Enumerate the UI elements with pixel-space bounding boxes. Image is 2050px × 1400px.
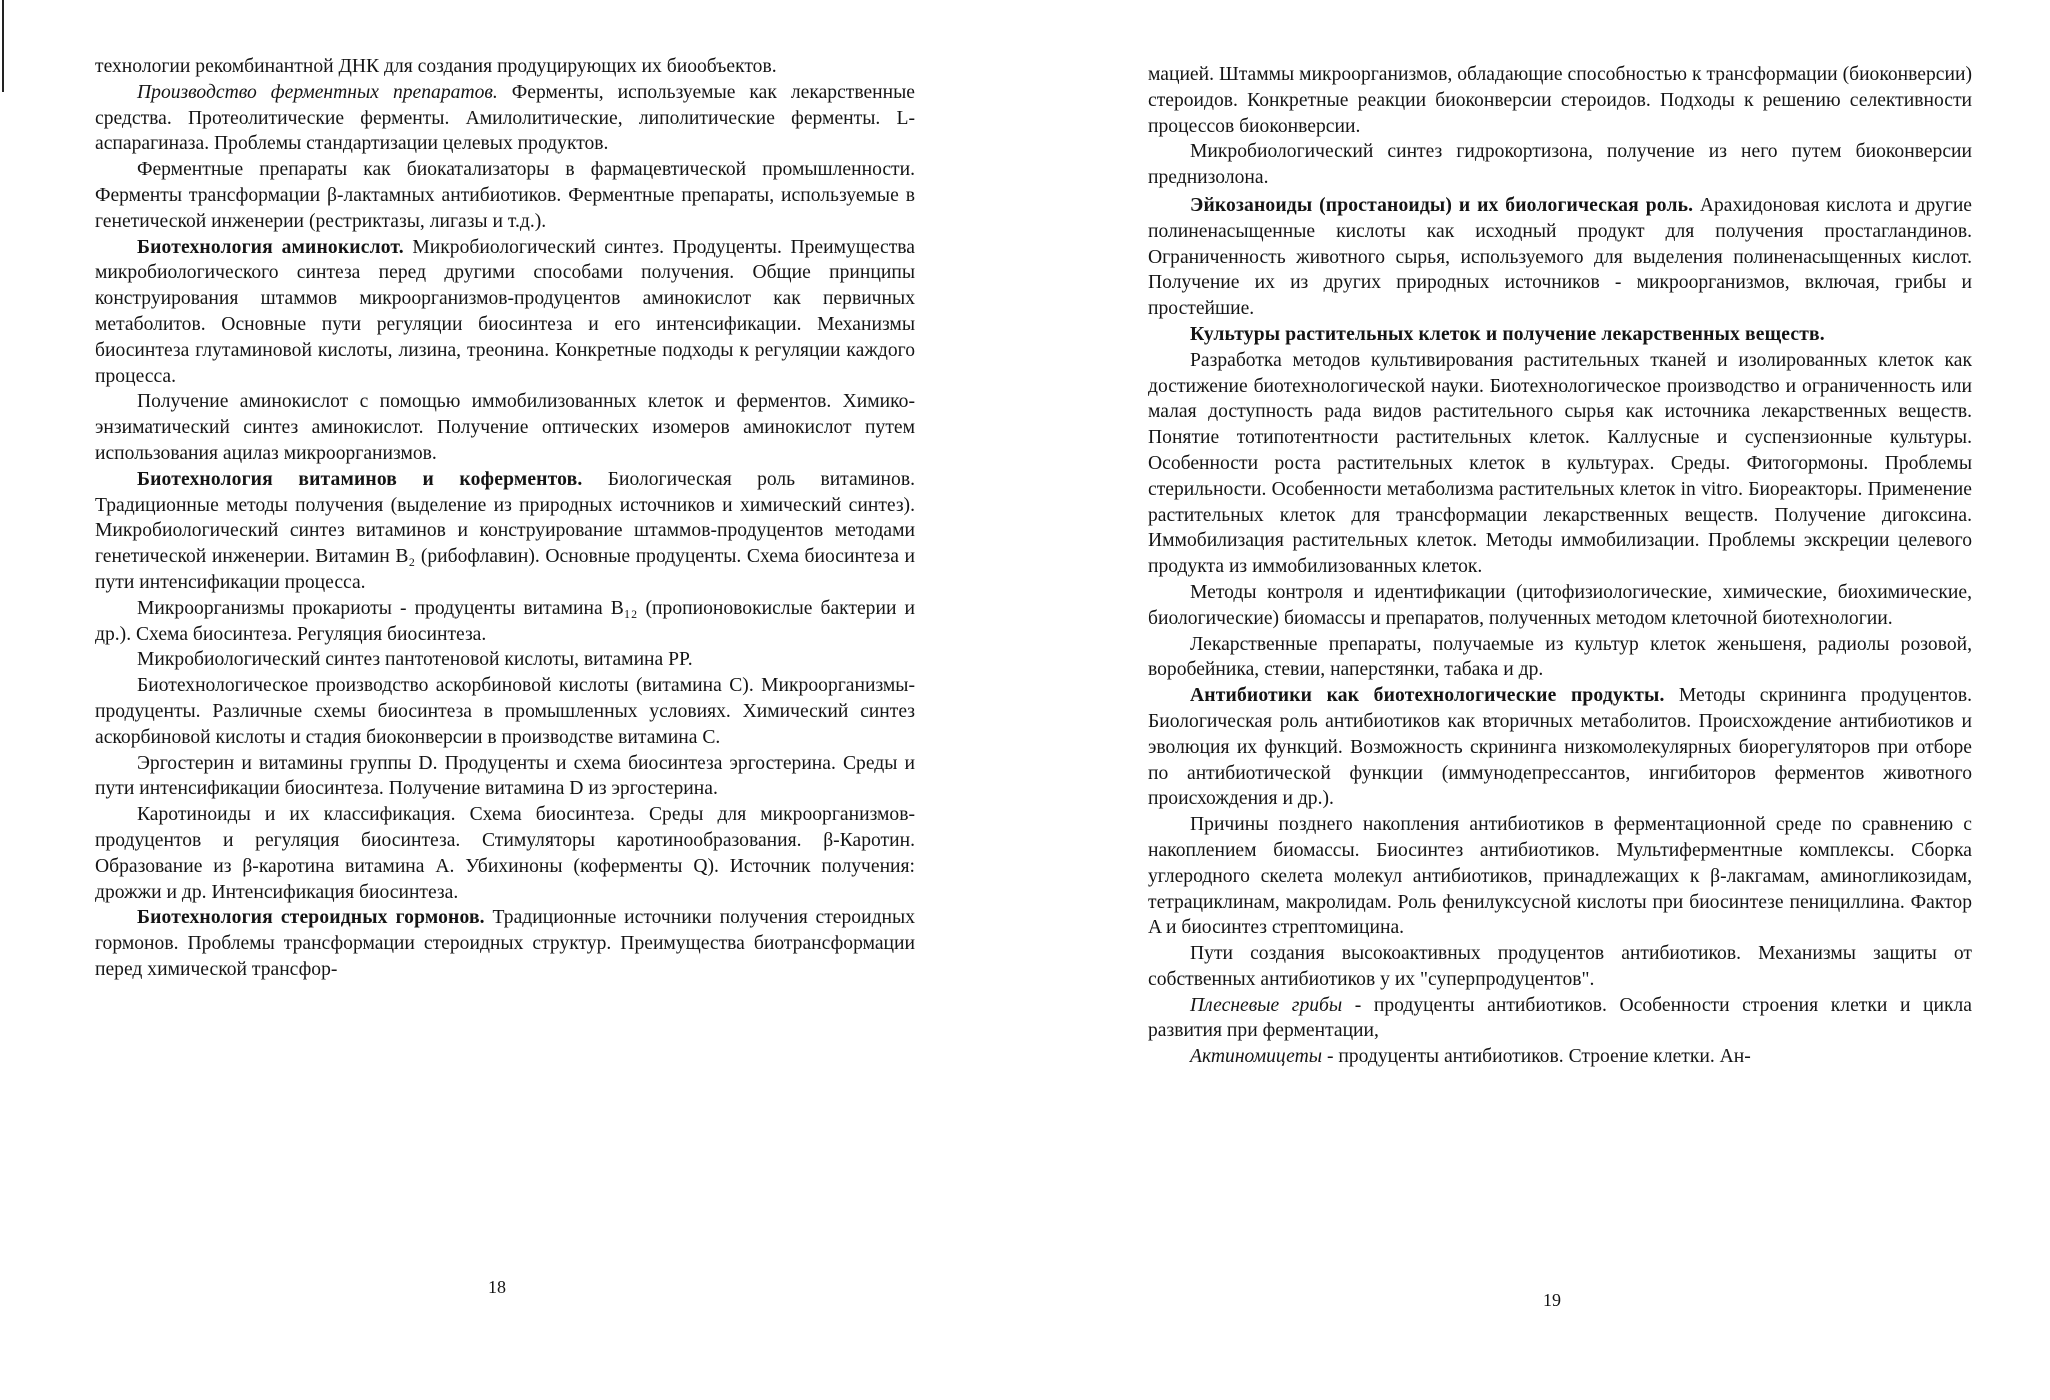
section-heading: Биотехнология витаминов и коферментов. — [137, 468, 583, 490]
section-heading: Антибиотики как биотехнологические продукты. — [1190, 685, 1665, 707]
paragraph-text: Методы скрининга продуцентов. Биологическая роль антибиотиков как вторичных метаболитов. Происхождение антибиотиков и эволюция их функций. Возможность скрининга низкомолекулярных биорегуляторов при отборе по антибиотической функции (иммунодепрессантов, ингибиторов ферментов животного происхождения и др.). — [1148, 685, 1972, 810]
paragraph — [1148, 1044, 1972, 1070]
italic-term: Актиномицеты — [1190, 1046, 1323, 1068]
paragraph-text: - продуценты антибиотиков. Строение клетки. Ан- — [1322, 1046, 1751, 1068]
paragraph-text: - продуценты антибиотиков. Особенности строения клетки и цикла развития при ферментации, — [1148, 994, 1972, 1042]
italic-term: Плесневые грибы — [1190, 994, 1343, 1016]
paragraph-text: Получение аминокислот с помощью иммобилизованных клеток и ферментов. Химико-энзиматический синтез аминокислот. Получение оптических изомеров аминокислот путем использования ацилаз микроорганизмов. — [95, 391, 915, 464]
paragraph — [95, 80, 915, 157]
paragraph-text: Причины позднего накопления антибиотиков в ферментационной среде по сравнению с накоплением биомассы. Биосинтез антибиотиков. Мультиферментные комплексы. Сборка углеродного скелета молекул антибиотиков, принадлежащих к β-лакгамам, аминогликозидам, тетрациклинам, макролидам. Роль фенилуксусной кислоты при биосинтезе пенициллина. Фактор A и биосинтез стрептомицина. — [1148, 814, 1972, 939]
paragraph — [95, 235, 915, 390]
paragraph — [95, 802, 915, 905]
paragraph — [1148, 683, 1972, 812]
paragraph — [1148, 193, 1972, 322]
italic-term: Производство ферментных препаратов. — [137, 81, 498, 103]
paragraph-text: Традиционные источники получения стероидных гормонов. Проблемы трансформации стероидных структур. Преимущества биотрансформации перед химической трансфор- — [95, 907, 915, 980]
paragraph — [1148, 632, 1972, 684]
paragraph — [95, 467, 915, 596]
section-heading: Культуры растительных клеток и получение лекарственных веществ. — [1190, 323, 1825, 345]
section-heading: Биотехнология аминокислот. — [137, 236, 404, 258]
paragraph-text: Методы контроля и идентификации (цитофизиологические, химические, биохимические, биологические) биомассы и препаратов, полученных методом клеточной биотехнологии. — [1148, 581, 1972, 629]
paragraph — [95, 751, 915, 803]
paragraph-text: Биологическая роль витаминов. Традиционные методы получения (выделение из природных источников и химический синтез). Микробиологический синтез витаминов и конструирование штаммов-продуцентов методами генетической инженерии. Витамин B₂ (рибофлавин). Основные продуценты. Схема биосинтеза и пути интенсификации процесса. — [95, 468, 915, 593]
paragraph — [95, 54, 915, 80]
paragraph-text: Микробиологический синтез пантотеновой кислоты, витамина PP. — [137, 649, 693, 671]
paragraph-text: Микроорганизмы прокариоты - продуценты витамина B₁₂ (пропионовокислые бактерии и др.). Схема биосинтеза. Регуляция биосинтеза. — [95, 597, 915, 645]
section-heading: Эйкозаноиды (простаноиды) и их биологическая роль. — [1190, 194, 1694, 216]
right-page — [1148, 62, 1972, 1070]
paragraph — [95, 647, 915, 673]
paragraph — [95, 389, 915, 466]
paragraph — [1148, 941, 1972, 993]
right-page-number: 19 — [1543, 1290, 1561, 1310]
paragraph — [1148, 322, 1972, 348]
scan-edge-mark — [2, 0, 4, 92]
paragraph — [1148, 812, 1972, 941]
paragraph-text: мацией. Штаммы микроорганизмов, обладающие способностью к трансформации (биоконверсии) стероидов. Конкретные реакции биоконверсии стероидов. Подходы к решению селективности процессов биоконверсии. — [1148, 64, 1972, 137]
paragraph-text: Ферменты, используемые как лекарственные средства. Протеолитические ферменты. Амилолитические, липолитические ферменты. L-аспарагиназа. Проблемы стандартизации целевых продуктов. — [95, 81, 915, 155]
paragraph — [95, 596, 915, 648]
paragraph — [1148, 580, 1972, 632]
paragraph-text: технологии рекомбинантной ДНК для создания продуцирующих их биообъектов. — [95, 56, 777, 77]
paragraph-text: Каротиноиды и их классификация. Схема биосинтеза. Среды для микроорганизмов-продуцентов и регуляция биосинтеза. Стимуляторы каротинообразования. β-Каротин. Образование из β-каротина витамина A. Убихиноны (коферменты Q). Источник получения: дрожжи и др. Интенсификация биосинтеза. — [95, 804, 915, 903]
section-heading: Биотехнология стероидных гормонов. — [137, 907, 485, 929]
paragraph — [95, 905, 915, 982]
paragraph-text: Пути создания высокоактивных продуцентов антибиотиков. Механизмы защиты от собственных антибиотиков у их "суперпродуцентов". — [1148, 943, 1972, 990]
paragraph-text: Арахидоновая кислота и другие полиненасыщенные кислоты как исходный продукт для получения простагландинов. Ограниченность животного сырья, используемого для выделения полиненасыщенных кислот. Получение их из других природных источников - микроорганизмов, включая, грибы и простейшие. — [1148, 194, 1973, 320]
paragraph-text: Лекарственные препараты, получаемые из культур клеток женьшеня, радиолы розовой, воробейника, стевии, наперстянки, табака и др. — [1148, 633, 1972, 681]
left-page-number: 18 — [488, 1277, 506, 1297]
paragraph-text: Микробиологический синтез. Продуценты. Преимущества микробиологического синтеза перед другими способами получения. Общие принципы конструирования штаммов микроорганизмов-продуцентов аминокислот как первичных метаболитов. Основные пути регуляции биосинтеза и его интенсификации. Механизмы биосинтеза глутаминовой кислоты, лизина, треонина. Конкретные подходы к регуляции каждого процесса. — [95, 236, 915, 387]
paragraph-text: Биотехнологическое производство аскорбиновой кислоты (витамина C). Микроорганизмы-продуценты. Различные схемы биосинтеза в промышленных условиях. Химический синтез аскорбиновой кислоты и стадия биоконверсии в производстве витамина C. — [95, 675, 915, 748]
paragraph-text: Эргостерин и витамины группы D. Продуценты и схема биосинтеза эргостерина. Среды и пути интенсификации биосинтеза. Получение витамина D из эргостерина. — [95, 752, 915, 800]
paragraph — [1148, 993, 1972, 1045]
paragraph — [1148, 348, 1972, 580]
paragraph-text: Ферментные препараты как биокатализаторы в фармацевтической промышленности. Ферменты трансформации β-лактамных антибиотиков. Ферментные препараты, используемые в генетической инженерии (рестриктазы, лигазы и т.д.). — [95, 159, 915, 232]
paragraph — [95, 157, 915, 234]
paragraph-text: Разработка методов культивирования растительных тканей и изолированных клеток как достижение биотехнологической науки. Биотехнологическое производство и ограниченность или малая доступность рада видов растительного сырья как источника лекарственных веществ. Понятие тотипотентности растительных клеток. Каллусные и суспензионные культуры. Особенности роста растительных клеток в культурах. Среды. Фитогормоны. Проблемы стерильности. Особенности метаболизма растительных клеток in vitro. Биореакторы. Применение растительных клеток для трансформации лекарственных веществ. Получение дигоксина. Иммобилизация растительных клеток. Методы иммобилизации. Проблемы экскреции целевого продукта из иммобилизованных клеток. — [1148, 349, 1972, 578]
paragraph — [1148, 139, 1972, 191]
paragraph — [1148, 62, 1972, 139]
paragraph — [95, 673, 915, 750]
paragraph-text: Микробиологический синтез гидрокортизона, получение из него путем биоконверсии преднизолона. — [1148, 141, 1972, 189]
left-page — [95, 54, 915, 983]
